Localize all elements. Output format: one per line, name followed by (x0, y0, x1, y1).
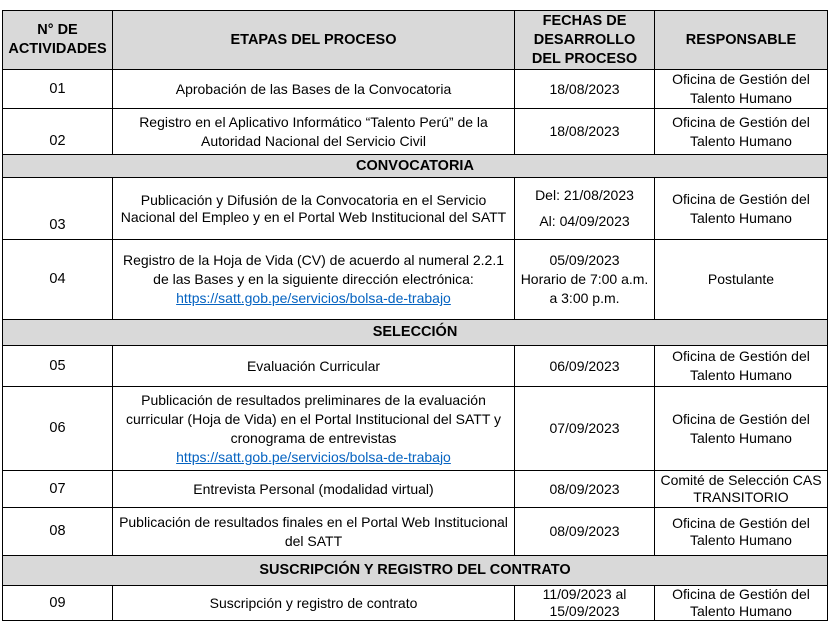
header-process-stage: ETAPAS DEL PROCESO (113, 11, 515, 70)
section-row (3, 320, 828, 346)
responsible: Postulante (655, 240, 828, 320)
process-stage-cell (113, 387, 515, 471)
activity-number: 04 (3, 240, 113, 320)
table-row (3, 508, 828, 556)
process-stage-cell (113, 240, 515, 320)
process-date-cell (515, 240, 655, 320)
header-activity-number: N° DE ACTIVIDADES (3, 11, 113, 70)
header-row (3, 11, 828, 70)
process-date: 07/09/2023 (515, 387, 655, 471)
table-row (3, 109, 828, 155)
table-row (3, 586, 828, 621)
job-board-link[interactable]: https://satt.gob.pe/servicios/bolsa-de-trabajo (176, 448, 451, 465)
responsible: Oficina de Gestión del Talento Humano (655, 586, 828, 621)
process-date: 11/09/2023 al 15/09/2023 (515, 586, 655, 621)
table-row (3, 70, 828, 109)
section-row (3, 155, 828, 178)
table-row (3, 471, 828, 508)
process-date: 05/09/2023 (549, 252, 620, 268)
section-title-convocatoria: CONVOCATORIA (3, 155, 828, 178)
responsible: Oficina de Gestión del Talento Humano (655, 70, 828, 109)
table-row (3, 346, 828, 387)
activity-number: 01 (3, 70, 113, 109)
process-date-to: Al: 04/09/2023 (539, 213, 630, 229)
responsible: Oficina de Gestión del Talento Humano (655, 508, 828, 556)
activity-number: 05 (3, 346, 113, 387)
process-stage: Evaluación Curricular (113, 346, 515, 387)
section-title-contrato: SUSCRIPCIÓN Y REGISTRO DEL CONTRATO (3, 556, 828, 586)
process-date: 08/09/2023 (515, 471, 655, 508)
process-stage: Publicación de resultados preliminares de la evaluación curricular (Hoja de Vida) en el Portal Institucional del SATT y cronograma de entrevistas (125, 391, 502, 446)
activity-number: 07 (3, 471, 113, 508)
process-stage: Suscripción y registro de contrato (113, 586, 515, 621)
responsible: Comité de Selección CAS TRANSITORIO (655, 471, 828, 508)
process-date: 06/09/2023 (515, 346, 655, 387)
process-date: 18/08/2023 (515, 109, 655, 155)
activity-number: 08 (3, 508, 113, 556)
table-row (3, 178, 828, 240)
process-date: 08/09/2023 (515, 508, 655, 556)
process-stage: Aprobación de las Bases de la Convocatoria (113, 70, 515, 109)
process-stage: Registro en el Aplicativo Informático “Talento Perú” de la Autoridad Nacional del Servicio Civil (113, 109, 515, 155)
process-stage: Registro de la Hoja de Vida (CV) de acuerdo al numeral 2.2.1 de las Bases y en la siguiente dirección electrónica: (122, 252, 505, 287)
process-date-range (515, 178, 655, 240)
process-date: 18/08/2023 (515, 70, 655, 109)
process-stage: Publicación y Difusión de la Convocatoria en el Servicio Nacional del Empleo y en el Portal Web Institucional del SATT (113, 178, 515, 240)
table-row (3, 387, 828, 471)
responsible: Oficina de Gestión del Talento Humano (655, 346, 828, 387)
process-date-from: Del: 21/08/2023 (535, 187, 634, 203)
process-stage: Publicación de resultados finales en el Portal Web Institucional del SATT (113, 508, 515, 556)
responsible: Oficina de Gestión del Talento Humano (655, 178, 828, 240)
section-row (3, 556, 828, 586)
job-board-link[interactable]: https://satt.gob.pe/servicios/bolsa-de-trabajo (176, 290, 451, 306)
schedule-table (2, 10, 828, 621)
process-stage: Entrevista Personal (modalidad virtual) (113, 471, 515, 508)
activity-number: 03 (3, 178, 113, 240)
responsible: Oficina de Gestión del Talento Humano (655, 387, 828, 471)
table-row (3, 240, 828, 320)
activity-number: 09 (3, 586, 113, 621)
header-process-dates: FECHAS DE DESARROLLO DEL PROCESO (515, 11, 655, 70)
activity-number: 02 (3, 109, 113, 155)
header-responsible: RESPONSABLE (655, 11, 828, 70)
schedule-hours: Horario de 7:00 a.m. a 3:00 p.m. (520, 271, 649, 306)
section-title-seleccion: SELECCIÓN (3, 320, 828, 346)
responsible: Oficina de Gestión del Talento Humano (655, 109, 828, 155)
activity-number: 06 (3, 387, 113, 471)
